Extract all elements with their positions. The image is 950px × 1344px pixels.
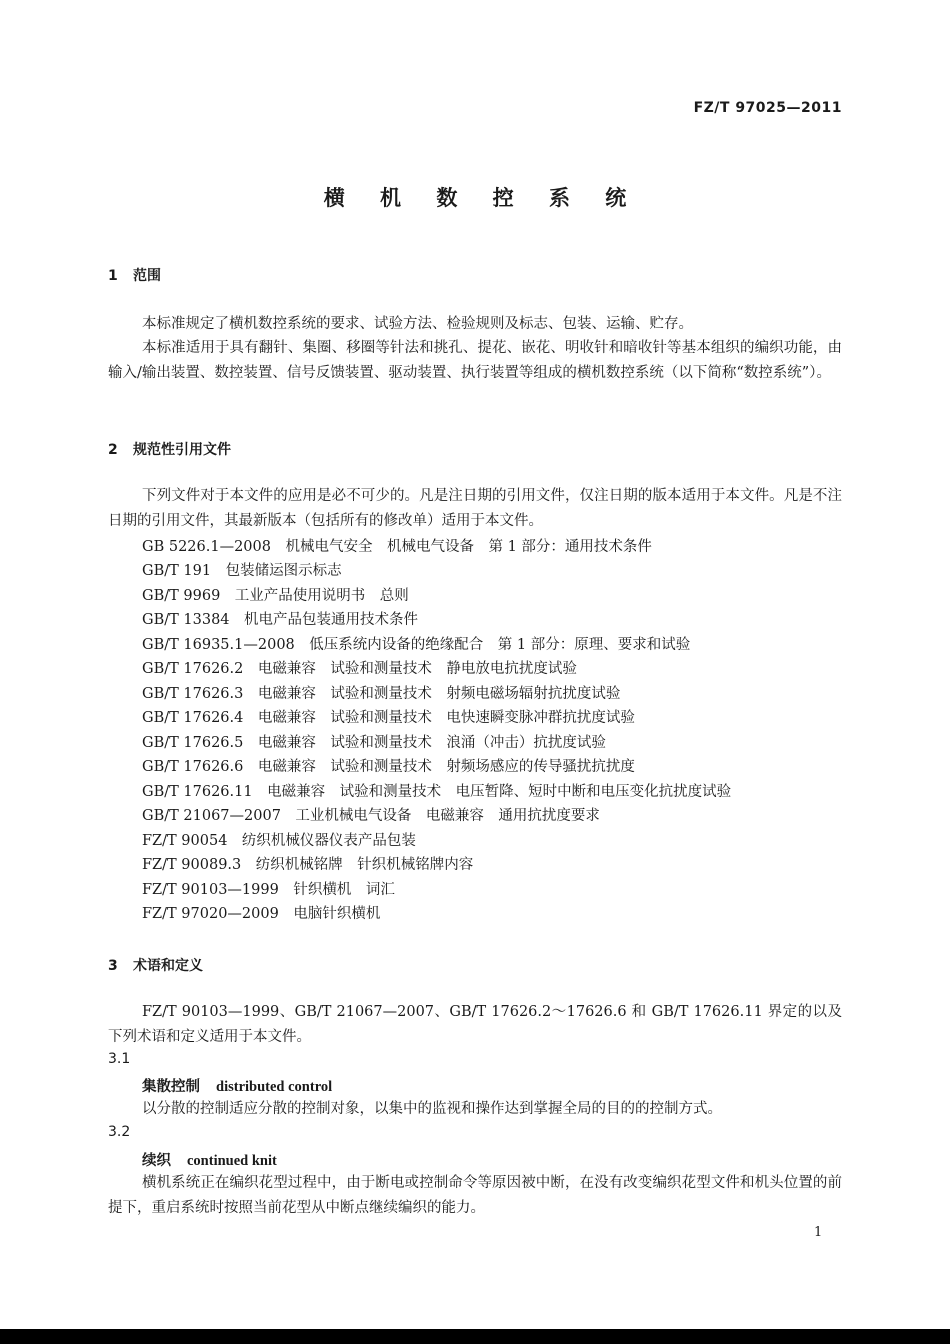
term-title	[142, 1149, 277, 1170]
reference-item: GB/T 9969 工业产品使用说明书 总则	[142, 588, 409, 604]
reference-item: FZ/T 97020—2009 电脑针织横机	[142, 906, 381, 922]
section-2-heading	[108, 439, 231, 459]
reference-item: GB/T 17626.6 电磁兼容 试验和测量技术 射频场感应的传导骚扰抗扰度	[142, 759, 635, 775]
section-title: 规范性引用文件	[133, 442, 231, 458]
reference-item: GB/T 17626.11 电磁兼容 试验和测量技术 电压暂降、短时中断和电压变化抗扰度试验	[142, 784, 732, 800]
section-3-intro: FZ/T 90103—1999、GB/T 21067—2007、GB/T 17626.2～17626.6 和 GB/T 17626.11 界定的以及下列术语和定义适用于本文件。	[108, 1004, 842, 1045]
term-title	[142, 1075, 332, 1096]
section-1-heading	[108, 265, 161, 285]
reference-item: FZ/T 90089.3 纺织机械铭牌 针织机械铭牌内容	[142, 857, 474, 873]
section-2-intro: 下列文件对于本文件的应用是必不可少的。凡是注日期的引用文件，仅注日期的版本适用于本文件。凡是不注日期的引用文件，其最新版本（包括所有的修改单）适用于本文件。	[108, 488, 842, 529]
reference-item: GB/T 13384 机电产品包装通用技术条件	[142, 612, 419, 628]
section-number: 2	[108, 442, 118, 458]
section-title: 术语和定义	[133, 958, 203, 974]
reference-item: GB/T 21067—2007 工业机械电气设备 电磁兼容 通用抗扰度要求	[142, 808, 600, 824]
term-number: 3.2	[108, 1124, 131, 1140]
reference-item: GB/T 17626.4 电磁兼容 试验和测量技术 电快速瞬变脉冲群抗扰度试验	[142, 710, 635, 726]
section-1-paragraph-1: 本标准规定了横机数控系统的要求、试验方法、检验规则及标志、包装、运输、贮存。	[142, 316, 693, 332]
reference-item: GB/T 17626.5 电磁兼容 试验和测量技术 浪涌（冲击）抗扰度试验	[142, 735, 606, 751]
page-number: 1	[814, 1225, 823, 1240]
term-en: continued knit	[187, 1153, 277, 1169]
term-en: distributed control	[216, 1079, 333, 1095]
standard-code: FZ/T 97025—2011	[693, 100, 842, 116]
reference-item: GB/T 17626.3 电磁兼容 试验和测量技术 射频电磁场辐射抗扰度试验	[142, 686, 621, 702]
section-1-paragraph-2: 本标准适用于具有翻针、集圈、移圈等针法和挑孔、提花、嵌花、明收针和暗收针等基本组织的编织功能，由输入/输出装置、数控装置、信号反馈装置、驱动装置、执行装置等组成的横机数控系统（以下简称“数控系统”）。	[108, 340, 842, 381]
section-3-heading	[108, 955, 203, 975]
term-definition: 横机系统正在编织花型过程中，由于断电或控制命令等原因被中断，在没有改变编织花型文件和机头位置的前提下，重启系统时按照当前花型从中断点继续编织的能力。	[108, 1175, 842, 1216]
reference-item: GB 5226.1—2008 机械电气安全 机械电气设备 第 1 部分：通用技术条件	[142, 539, 652, 555]
reference-item: GB/T 191 包装储运图示标志	[142, 563, 342, 579]
section-title: 范围	[133, 268, 161, 284]
reference-item: GB/T 16935.1—2008 低压系统内设备的绝缘配合 第 1 部分：原理、要求和试验	[142, 637, 691, 653]
term-definition: 以分散的控制适应分散的控制对象，以集中的监视和操作达到掌握全局的目的的控制方式。	[142, 1101, 722, 1117]
term-number: 3.1	[108, 1051, 131, 1067]
term-zh: 续织	[142, 1152, 171, 1169]
term-zh: 集散控制	[142, 1078, 200, 1095]
document-title: 横 机 数 控 系 统	[323, 186, 641, 210]
section-number: 1	[108, 268, 118, 284]
reference-item: FZ/T 90054 纺织机械仪器仪表产品包装	[142, 833, 416, 849]
bottom-bar	[0, 1329, 950, 1344]
reference-item: FZ/T 90103—1999 针织横机 词汇	[142, 882, 395, 898]
section-number: 3	[108, 958, 118, 974]
reference-item: GB/T 17626.2 电磁兼容 试验和测量技术 静电放电抗扰度试验	[142, 661, 577, 677]
